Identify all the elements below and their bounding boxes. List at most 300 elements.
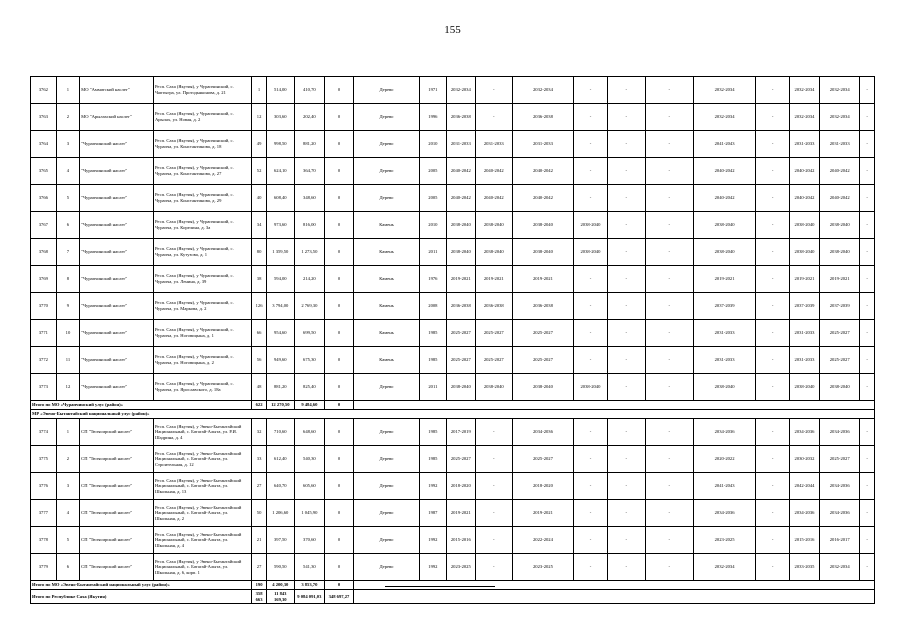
footer-divider: [385, 586, 495, 587]
table-cell: 3768: [31, 239, 57, 266]
table-cell: -: [607, 77, 645, 104]
table-cell: 1971: [419, 77, 446, 104]
table-cell: 0: [324, 131, 353, 158]
table-cell: -: [756, 212, 790, 239]
table-cell: 2032-2034: [820, 104, 860, 131]
table-cell: 2038-2040: [446, 212, 475, 239]
table-cell: 2037-2039: [693, 293, 756, 320]
table-cell: -: [475, 446, 512, 473]
table-cell: -: [607, 293, 645, 320]
table-cell: 2031-2033: [789, 131, 819, 158]
total-area: 12 270,50: [266, 401, 294, 410]
table-cell: 2025-2027: [820, 347, 860, 374]
table-cell: 3769: [31, 266, 57, 293]
table-cell: 2032-2034: [820, 77, 860, 104]
table-cell: -: [645, 419, 693, 446]
table-cell: Респ. Саха (Якутия), у Эвено-Бытантайский Национальный, с. Батагай-Алыта, ул. Школьная, д. 6, корп. 1: [153, 554, 251, 581]
table-cell: -: [475, 473, 512, 500]
table-cell: 2041-2043: [693, 473, 756, 500]
table-cell: 640,70: [266, 473, 294, 500]
table-cell: "Чурапчинский наслег": [80, 347, 154, 374]
table-cell: 397,50: [266, 527, 294, 554]
table-cell: 2019-2021: [475, 266, 512, 293]
table-cell: 2019-2021: [446, 266, 475, 293]
table-cell: 2038-2040: [512, 212, 573, 239]
table-cell: 2040-2042: [693, 158, 756, 185]
table-cell: Камень: [354, 293, 420, 320]
table-cell: 3770: [31, 293, 57, 320]
table-cell: 825,40: [294, 374, 324, 401]
table-cell: Дерево: [354, 131, 420, 158]
table-cell: 2040-2042: [693, 185, 756, 212]
table-cell: Респ. Саха (Якутия), у Чурапчинский, с. Чурапча, ул. Кутузова, д. 1: [153, 239, 251, 266]
table-cell: 2032-2034: [820, 554, 860, 581]
table-cell: -: [475, 500, 512, 527]
table-cell: 2018-2020: [512, 473, 573, 500]
table-cell: "Чурапчинский наслег": [80, 212, 154, 239]
table-cell: Респ. Саха (Якутия), у Эвено-Бытантайский Национальный, с. Батагай-Алыта, ул. Школьная, д. 13: [153, 473, 251, 500]
table-cell: 2025-2027: [512, 347, 573, 374]
table-cell: 2023-2025: [446, 554, 475, 581]
table-cell: 2032-2034: [693, 104, 756, 131]
total-row-eveno: [31, 581, 875, 590]
table-cell: 1992: [419, 554, 446, 581]
table-cell: 2032-2034: [512, 77, 573, 104]
table-cell: 2032-2034: [693, 77, 756, 104]
table-cell: Дерево: [354, 446, 420, 473]
table-cell: 0: [324, 158, 353, 185]
table-cell: 214,20: [294, 266, 324, 293]
table-cell: -: [574, 347, 608, 374]
table-cell: 2033-2035: [789, 554, 819, 581]
table-cell: Респ. Саха (Якутия), у Чурапчинский, с. Чаптыгра, ул. Протодьяконова, д. 21: [153, 77, 251, 104]
table-cell: -: [574, 500, 608, 527]
table-cell: -: [860, 293, 875, 320]
table-cell: Камень: [354, 212, 420, 239]
table-cell: Дерево: [354, 77, 420, 104]
table-cell: 3777: [31, 500, 57, 527]
table-cell: -: [756, 473, 790, 500]
table-cell: Респ. Саха (Якутия), у Чурапчинский, с. Чурапча, ул. Корелина, д. 3а: [153, 212, 251, 239]
table-cell: -: [756, 131, 790, 158]
table-cell: -: [756, 500, 790, 527]
table-cell: 3767: [31, 212, 57, 239]
table-cell: -: [756, 293, 790, 320]
table-cell: 2038-2040: [789, 212, 819, 239]
table-cell: -: [756, 374, 790, 401]
table-cell: -: [475, 554, 512, 581]
table-cell: 2025-2027: [446, 347, 475, 374]
table-cell: Дерево: [354, 104, 420, 131]
table-cell: 2023-2025: [512, 554, 573, 581]
table-cell: 2040-2042: [789, 158, 819, 185]
table-cell: 2034-2036: [693, 419, 756, 446]
table-cell: -: [607, 500, 645, 527]
table-cell: 540,30: [294, 446, 324, 473]
table-cell: 2008: [419, 293, 446, 320]
table-cell: 126: [252, 293, 267, 320]
table-cell: 2038-2040: [574, 239, 608, 266]
table-cell: 2018-2020: [446, 473, 475, 500]
table-cell: Респ. Саха (Якутия), у Чурапчинский, с. Чурапча, ул. Константинова, д. 29: [153, 185, 251, 212]
table-cell: СП "Тюгясирский наслег": [80, 473, 154, 500]
table-cell: 2038-2040: [512, 374, 573, 401]
table-cell: -: [574, 473, 608, 500]
table-cell: "Чурапчинский наслег": [80, 239, 154, 266]
table-cell: 2: [56, 104, 79, 131]
table-cell: 2019-2021: [693, 266, 756, 293]
table-cell: 0: [324, 185, 353, 212]
total-label: Итого по МО «Чурапчинский улус (район)»: [31, 401, 252, 410]
table-cell: Респ. Саха (Якутия), у Чурапчинский, с. Чурапча, ул. Ноговицына, д. 1: [153, 320, 251, 347]
table-cell: -: [860, 239, 875, 266]
total-zero: 0: [324, 581, 353, 590]
table-cell: 2019-2021: [789, 266, 819, 293]
table-cell: 1: [56, 77, 79, 104]
table-cell: 27: [252, 473, 267, 500]
table-cell: -: [607, 266, 645, 293]
table-cell: 2025-2027: [475, 347, 512, 374]
table-cell: 0: [324, 293, 353, 320]
table-cell: -: [574, 293, 608, 320]
table-cell: 0: [324, 239, 353, 266]
table-cell: -: [475, 104, 512, 131]
table-cell: 52: [252, 158, 267, 185]
total-label: Итого по Республике Саха (Якутия): [31, 590, 252, 604]
table-cell: 2032-2034: [789, 104, 819, 131]
table-cell: 1: [56, 419, 79, 446]
total-row-churapcha: [31, 401, 875, 410]
table-cell: 2038-2040: [693, 212, 756, 239]
table-cell: 4: [56, 500, 79, 527]
table-cell: -: [645, 131, 693, 158]
table-cell: 2038-2040: [820, 239, 860, 266]
table-cell: 50: [252, 500, 267, 527]
table-row: [31, 293, 875, 320]
table-cell: 4: [56, 158, 79, 185]
table-cell: 2022-2024: [512, 527, 573, 554]
table-cell: -: [607, 554, 645, 581]
table-cell: Респ. Саха (Якутия), у Чурапчинский, с. Чурапча, ул. Маркова, д. 2: [153, 293, 251, 320]
table-cell: 594,00: [266, 266, 294, 293]
table-cell: 1976: [419, 266, 446, 293]
table-cell: -: [645, 77, 693, 104]
table-row: [31, 266, 875, 293]
table-cell: 2: [56, 446, 79, 473]
table-cell: 2040-2042: [820, 158, 860, 185]
table-cell: -: [645, 500, 693, 527]
table-cell: 2005: [419, 185, 446, 212]
table-cell: -: [756, 446, 790, 473]
table-cell: 1 359,50: [266, 239, 294, 266]
table-cell: 370,60: [294, 527, 324, 554]
total-zero: 0: [324, 401, 353, 410]
table-cell: 2037-2039: [820, 293, 860, 320]
table-cell: 303,60: [266, 104, 294, 131]
table-cell: 881,20: [266, 374, 294, 401]
table-cell: -: [756, 239, 790, 266]
table-cell: -: [860, 104, 875, 131]
table-cell: 3766: [31, 185, 57, 212]
table-row: [31, 131, 875, 158]
table-cell: 2025-2027: [820, 320, 860, 347]
table-cell: -: [607, 419, 645, 446]
table-cell: 1985: [419, 419, 446, 446]
table-row: [31, 473, 875, 500]
table-cell: 2017-2019: [446, 419, 475, 446]
table-cell: 12: [56, 374, 79, 401]
table-cell: -: [607, 320, 645, 347]
table-cell: 3776: [31, 473, 57, 500]
table-cell: 1996: [419, 104, 446, 131]
table-cell: 2038-2040: [693, 374, 756, 401]
table-cell: 2010: [419, 212, 446, 239]
table-cell: 2038-2040: [789, 239, 819, 266]
table-cell: -: [607, 104, 645, 131]
table-cell: 624,10: [266, 158, 294, 185]
table-cell: 40: [252, 185, 267, 212]
table-cell: 8: [56, 266, 79, 293]
total-living-area: 3 853,70: [294, 581, 324, 590]
table-cell: 2015-2016: [789, 527, 819, 554]
table-cell: -: [607, 158, 645, 185]
table-cell: -: [860, 320, 875, 347]
table-cell: 2019-2021: [512, 266, 573, 293]
table-cell: -: [860, 131, 875, 158]
table-cell: -: [645, 473, 693, 500]
table-cell: "Чурапчинский наслег": [80, 185, 154, 212]
table-cell: -: [574, 77, 608, 104]
table-cell: 56: [252, 347, 267, 374]
table-cell: Респ. Саха (Якутия), у Эвено-Бытантайский Национальный, с. Батагай-Алыта, ул. Школьная, д. 4: [153, 527, 251, 554]
table-cell: 2010: [419, 131, 446, 158]
table-cell: 0: [324, 77, 353, 104]
table-cell: 2030-2032: [789, 446, 819, 473]
table-cell: -: [756, 266, 790, 293]
table-cell: 675,30: [294, 347, 324, 374]
table-cell: -: [607, 212, 645, 239]
table-cell: -: [607, 131, 645, 158]
table-cell: 949,60: [266, 347, 294, 374]
table-cell: 2011: [419, 239, 446, 266]
table-cell: -: [607, 185, 645, 212]
table-cell: 0: [324, 104, 353, 131]
table-cell: 3778: [31, 527, 57, 554]
table-cell: 2038-2040: [475, 212, 512, 239]
table-cell: -: [645, 446, 693, 473]
table-cell: 34: [252, 212, 267, 239]
table-cell: 0: [324, 554, 353, 581]
table-cell: 6: [56, 212, 79, 239]
table-cell: -: [756, 158, 790, 185]
table-cell: -: [475, 419, 512, 446]
table-cell: -: [607, 473, 645, 500]
table-row: [31, 554, 875, 581]
table-cell: 2034-2036: [789, 419, 819, 446]
table-cell: -: [860, 500, 875, 527]
table-cell: 2040-2042: [820, 185, 860, 212]
table-cell: 3: [56, 473, 79, 500]
table-cell: -: [645, 185, 693, 212]
table-cell: 2034-2036: [820, 419, 860, 446]
table-cell: -: [574, 446, 608, 473]
table-cell: 954,60: [266, 320, 294, 347]
table-cell: -: [607, 239, 645, 266]
table-cell: Камень: [354, 347, 420, 374]
table-cell: 1992: [419, 527, 446, 554]
table-cell: Респ. Саха (Якутия), у Чурапчинский, с. Чурапча, ул. Константинова, д. 18: [153, 131, 251, 158]
table-cell: 21: [252, 527, 267, 554]
table-cell: 973,60: [266, 212, 294, 239]
table-cell: 49: [252, 131, 267, 158]
table-cell: 2031-2033: [820, 131, 860, 158]
table-cell: Дерево: [354, 527, 420, 554]
table-cell: 1: [252, 77, 267, 104]
table-cell: Респ. Саха (Якутия), у Чурапчинский, с. Чурапча, ул. Ярославского, д. 18а: [153, 374, 251, 401]
table-row: [31, 320, 875, 347]
table-cell: 3: [56, 131, 79, 158]
table-cell: -: [574, 104, 608, 131]
total-emergency-area: 348 697,27: [324, 590, 353, 604]
table-cell: -: [860, 419, 875, 446]
table-cell: -: [645, 239, 693, 266]
table-cell: Дерево: [354, 473, 420, 500]
table-row: [31, 374, 875, 401]
table-cell: 608,40: [266, 185, 294, 212]
table-cell: -: [860, 212, 875, 239]
table-cell: 2031-2033: [693, 320, 756, 347]
table-cell: 2011: [419, 374, 446, 401]
table-cell: -: [756, 77, 790, 104]
table-cell: 2023-2025: [693, 527, 756, 554]
table-cell: -: [756, 320, 790, 347]
table-cell: 10: [56, 320, 79, 347]
table-cell: "Чурапчинский наслег": [80, 293, 154, 320]
table-cell: 2034-2036: [693, 500, 756, 527]
table-cell: 2042-2044: [789, 473, 819, 500]
table-cell: 2038-2040: [512, 239, 573, 266]
table-cell: 2025-2027: [512, 446, 573, 473]
table-cell: 541,30: [294, 554, 324, 581]
table-cell: -: [607, 347, 645, 374]
table-cell: 2019-2021: [512, 500, 573, 527]
table-cell: 2025-2027: [512, 320, 573, 347]
table-cell: 816,00: [294, 212, 324, 239]
table-cell: -: [475, 77, 512, 104]
table-cell: 2038-2040: [446, 374, 475, 401]
table-cell: 0: [324, 527, 353, 554]
table-cell: 3764: [31, 131, 57, 158]
total-area: 4 200,30: [266, 581, 294, 590]
table-cell: -: [574, 554, 608, 581]
table-cell: 410,70: [294, 77, 324, 104]
table-cell: Камень: [354, 239, 420, 266]
table-cell: 2031-2033: [789, 347, 819, 374]
table-cell: 48: [252, 374, 267, 401]
table-cell: 364,70: [294, 158, 324, 185]
table-cell: 2005: [419, 158, 446, 185]
table-cell: МО "Амматский наслег": [80, 77, 154, 104]
table-cell: Дерево: [354, 185, 420, 212]
table-cell: -: [574, 185, 608, 212]
table-cell: 710,60: [266, 419, 294, 446]
table-cell: "Чурапчинский наслег": [80, 320, 154, 347]
table-cell: -: [645, 158, 693, 185]
table-cell: 1987: [419, 500, 446, 527]
table-cell: Респ. Саха (Якутия), у Чурапчинский, с. Чурапча, ул. Константинова, д. 27: [153, 158, 251, 185]
table-row: [31, 185, 875, 212]
table-cell: 0: [324, 473, 353, 500]
table-cell: МО "Арылахский наслег": [80, 104, 154, 131]
table-cell: 3762: [31, 77, 57, 104]
table-cell: "Чурапчинский наслег": [80, 374, 154, 401]
table-cell: 202,40: [294, 104, 324, 131]
table-cell: 1 273,50: [294, 239, 324, 266]
table-cell: 27: [252, 554, 267, 581]
total-apartments: 622: [252, 401, 267, 410]
table-cell: 2036-2038: [475, 293, 512, 320]
table-cell: СП "Тюгясирский наслег": [80, 419, 154, 446]
table-cell: -: [574, 527, 608, 554]
table-cell: 1992: [419, 473, 446, 500]
table-cell: Камень: [354, 320, 420, 347]
table-cell: 2019-2021: [446, 500, 475, 527]
table-cell: 2038-2040: [820, 374, 860, 401]
table-cell: 3775: [31, 446, 57, 473]
table-cell: -: [860, 473, 875, 500]
table-cell: СП "Тюгясирский наслег": [80, 446, 154, 473]
table-cell: Респ. Саха (Якутия), у Эвено-Бытантайский Национальный, с. Батагай-Алыта, ул. Строительная, д. 12: [153, 446, 251, 473]
table-cell: 2036-2038: [512, 104, 573, 131]
table-cell: -: [756, 104, 790, 131]
table-cell: -: [645, 320, 693, 347]
table-cell: 648,60: [294, 419, 324, 446]
table-row: [31, 500, 875, 527]
total-row-republic: [31, 590, 875, 604]
table-row: [31, 104, 875, 131]
table-cell: 3763: [31, 104, 57, 131]
table-cell: 33: [252, 446, 267, 473]
table-cell: 2019-2021: [820, 266, 860, 293]
table-cell: 3773: [31, 374, 57, 401]
table-cell: -: [860, 446, 875, 473]
table-cell: -: [574, 320, 608, 347]
table-cell: Дерево: [354, 374, 420, 401]
table-cell: 2016-2017: [820, 527, 860, 554]
section-header-row: [31, 410, 875, 419]
table-cell: 1 045,90: [294, 500, 324, 527]
section-header: МР «Эвено-Бытантайский национальный улус (район)»: [31, 410, 875, 419]
table-cell: 3772: [31, 347, 57, 374]
table-cell: 2020-2022: [693, 446, 756, 473]
table-cell: 2032-2034: [446, 77, 475, 104]
table-row: [31, 77, 875, 104]
table-cell: 2032-2034: [789, 77, 819, 104]
table-cell: -: [860, 527, 875, 554]
table-cell: 2025-2027: [475, 320, 512, 347]
table-cell: 2038-2040: [574, 374, 608, 401]
table-cell: 605,60: [294, 473, 324, 500]
table-cell: 0: [324, 500, 353, 527]
table-cell: 0: [324, 374, 353, 401]
table-row: [31, 158, 875, 185]
table-cell: Респ. Саха (Якутия), у Чурапчинский, с. Арылах, ул. Новая, д. 2: [153, 104, 251, 131]
table-cell: 2038-2040: [475, 374, 512, 401]
table-cell: 2025-2027: [446, 446, 475, 473]
table-cell: -: [645, 527, 693, 554]
table-cell: 9: [56, 293, 79, 320]
table-cell: 3779: [31, 554, 57, 581]
